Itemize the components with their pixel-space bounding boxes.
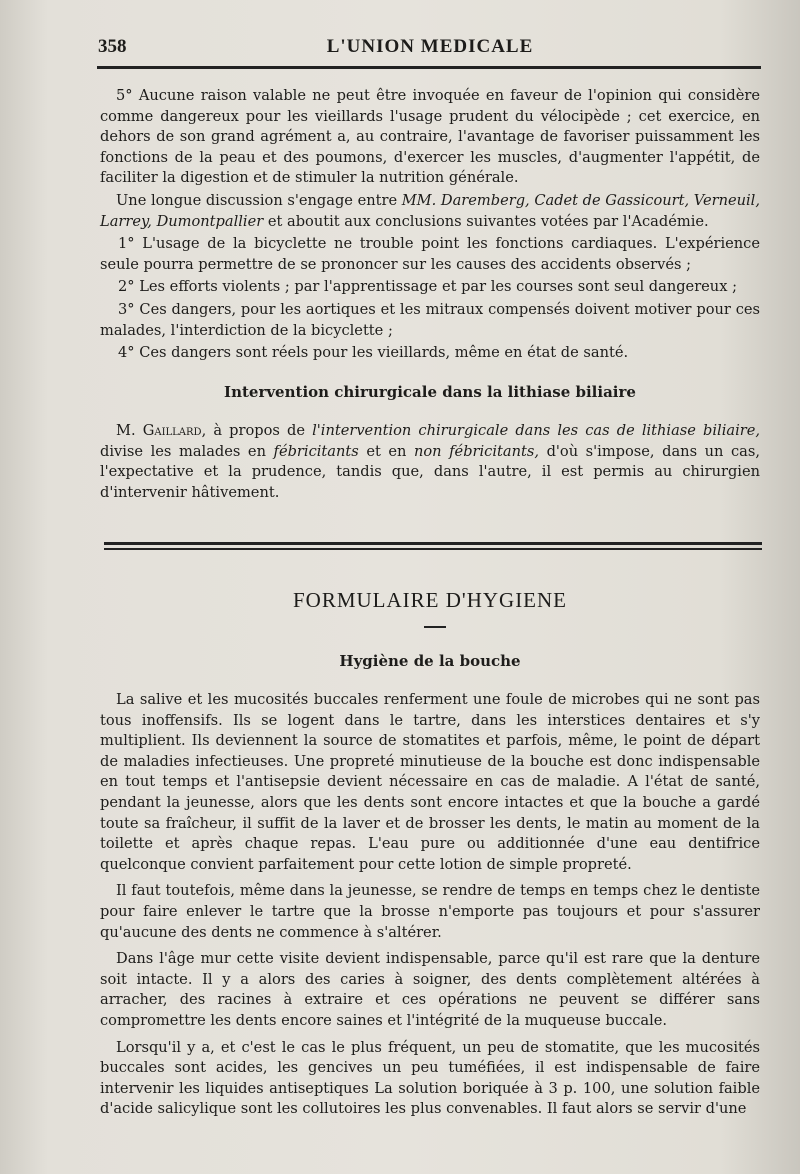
conclusion-item: 3° Ces dangers, pour les aortiques et les mitraux compensés doivent motiver pour ces malades, l'interdiction de la bicyclette ; bbox=[100, 300, 760, 339]
paragraph-velocipede: 5° Aucune raison valable ne peut être invoquée en faveur de l'opinion qui considère comme dangereux pour les vieillards l'usage prudent du vélocipède ; cet exercice, en dehors de son grand agrément a, au contraire, l'avantage de favoriser puissamment les fonctions de la peau et des poumons, d'exercer les muscles, d'augmenter l'appétit, de faciliter la digestion et de stimuler la nutrition générale. bbox=[100, 87, 760, 187]
lithiase-heading: Intervention chirurgicale dans la lithiase biliaire bbox=[224, 383, 636, 401]
lithiase-paragraph: M. Gaillard, à propos de l'intervention chirurgicale dans les cas de lithiase biliaire, divise les malades en fébricitants et en non fébricitants, d'où s'impose, dans un cas, l'expectative et la prudence, tandis que, dans l'autre, il est permis au chirurgien d'intervenir hâtivement. bbox=[100, 422, 761, 501]
hygiene-block bbox=[100, 690, 760, 1120]
author-name: M. Gaillard, bbox=[116, 422, 207, 439]
lithiase-block bbox=[100, 421, 760, 503]
discussion-names: MM. Daremberg, Cadet de Gassicourt, Verneuil, Larrey, Dumontpallier bbox=[100, 191, 760, 230]
page-header bbox=[98, 34, 762, 60]
academy-conclusions-block bbox=[100, 86, 760, 366]
hygiene-subtitle: Hygiène de la bouche bbox=[339, 652, 521, 670]
paragraph-discussion: Une longue discussion s'engage entre MM. Daremberg, Cadet de Gassicourt, Verneuil, Larrey, Dumontpallier et aboutit aux conclusions suivantes votées par l'Académie. bbox=[100, 191, 760, 230]
hygiene-paragraph: Dans l'âge mur cette visite devient indispensable, parce qu'il est rare que la denture soit intacte. Il y a alors des caries à soigner, des dents complètement altérées à arracher, des racines à extraire et ces opérations ne peuvent se différer sans compromettre les dents encore saines et l'intégrité de la muqueuse buccale. bbox=[100, 950, 760, 1029]
conclusion-item: 4° Ces dangers sont réels pour les vieillards, même en état de santé. bbox=[118, 344, 629, 362]
hygiene-paragraph: Il faut toutefois, même dans la jeunesse, se rendre de temps en temps chez le dentiste pour faire enlever le tartre que la brosse n'emporte pas toujours et pour s'assurer qu'aucune des dents ne commence à s'altérer. bbox=[100, 882, 760, 941]
section-divider bbox=[104, 542, 762, 550]
conclusion-item: 2° Les efforts violents ; par l'apprentissage et par les courses sont seul dangereux ; bbox=[118, 278, 737, 296]
header-rule bbox=[97, 66, 761, 69]
running-title: L'UNION MEDICALE bbox=[326, 36, 534, 57]
conclusion-item: 1° L'usage de la bicyclette ne trouble point les fonctions cardiaques. L'expérience seule pourra permettre de se prononcer sur les causes des accidents observés ; bbox=[100, 235, 760, 273]
hygiene-paragraph: La salive et les mucosités buccales renferment une foule de microbes qui ne sont pas tous inoffensifs. Ils se logent dans le tartre, dans les interstices dentaires et s'y multiplient. Ils deviennent la source de stomatites et parfois, même, le point de départ de maladies infectieuses. Une propreté minutieuse de la bouche est donc indispensable en tout temps et l'antisepsie devient nécessaire en cas de maladie. A l'état de santé, pendant la jeunesse, alors que les dents sont encore intactes et que la bouche a gardé toute sa fraîcheur, il suffit de la laver et de brosser les dents, le matin au moment de la toilette et après chaque repas. L'eau pure ou additionnée d'une eau dentifrice quelconque convient parfaitement pour cette lotion de simple propreté. bbox=[100, 691, 760, 873]
title-dash bbox=[424, 626, 446, 628]
hygiene-paragraph: Lorsqu'il y a, et c'est le cas le plus fréquent, un peu de stomatite, que les mucosités buccales sont acides, les gencives un peu tuméfiées, il est indispensable de faire intervenir les liquides antiseptiques La solution boriquée à 3 p. 100, une solution faible d'acide salicylique sont les collutoires les plus convenables. Il faut alors se servir d'une bbox=[100, 1038, 760, 1118]
conclusions-list bbox=[100, 234, 760, 364]
formulaire-title: FORMULAIRE D'HYGIENE bbox=[292, 588, 568, 612]
page-number: 358 bbox=[98, 36, 127, 57]
